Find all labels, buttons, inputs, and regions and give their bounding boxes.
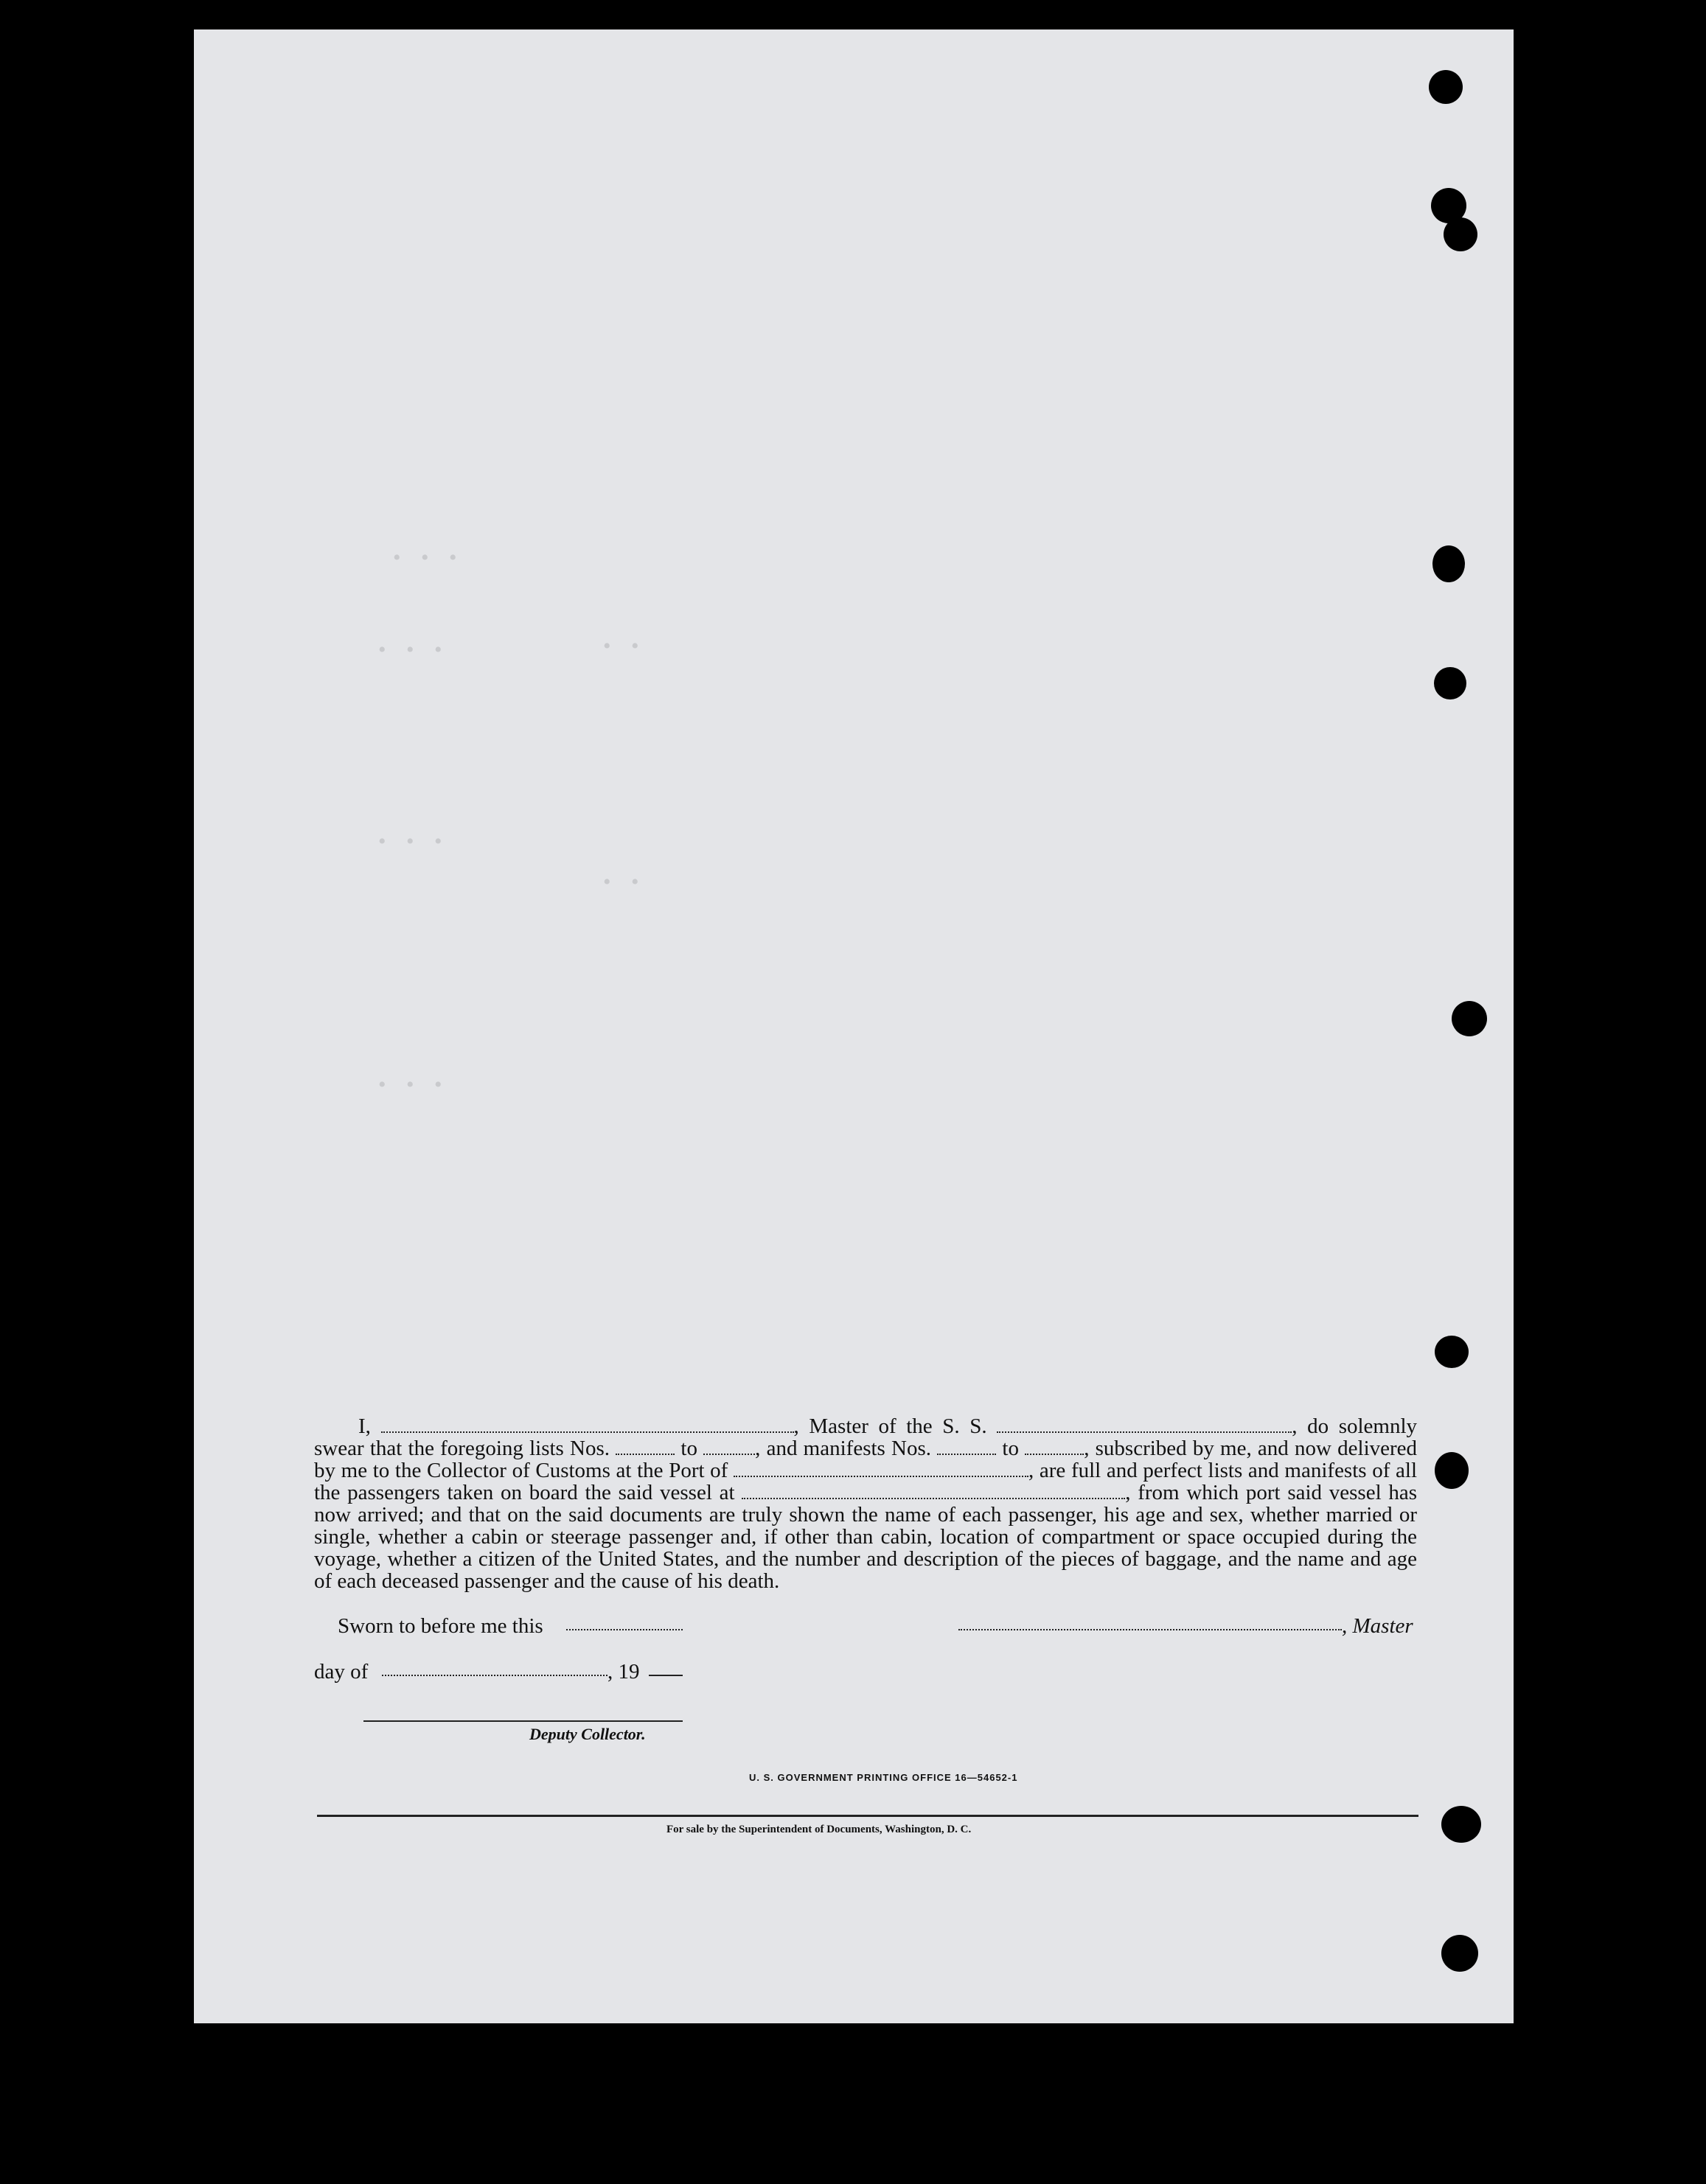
list-to-blank [703, 1440, 755, 1455]
manifest-from-blank [937, 1440, 996, 1455]
oath-text: I, [358, 1414, 371, 1438]
punch-hole [1444, 217, 1477, 251]
punch-hole [1434, 667, 1466, 699]
year-blank [649, 1675, 683, 1676]
departure-port-blank [742, 1485, 1125, 1499]
month-blank [382, 1675, 607, 1676]
punch-hole [1435, 1452, 1469, 1489]
oath-text: , subscribed by me, and now delivered by me to the Collector of Customs at the Port of [314, 1437, 1418, 1482]
bleed-through-mark: • • [603, 634, 647, 658]
punch-hole [1435, 1336, 1469, 1368]
day-of-label: day of [314, 1660, 369, 1684]
oath-text: , do solemnly swear that the foregoing lists Nos. [314, 1414, 1418, 1460]
deputy-signature-line [363, 1720, 683, 1722]
printer-imprint: U. S. GOVERNMENT PRINTING OFFICE 16—54652-1 [749, 1772, 1018, 1783]
bleed-through-mark: • • • [393, 545, 464, 570]
master-signature-blank [958, 1629, 1342, 1630]
punch-hole [1441, 1935, 1478, 1972]
oath-text: to [1002, 1437, 1019, 1460]
bleed-through-mark: • • • [378, 638, 450, 662]
port-blank [734, 1462, 1028, 1477]
sworn-label: Sworn to before me this [338, 1614, 543, 1638]
sale-notice: For sale by the Superintendent of Documents, Washington, D. C. [666, 1824, 972, 1835]
oath-paragraph [314, 1415, 1417, 1592]
sworn-date-blank [566, 1629, 683, 1630]
deputy-collector-label: Deputy Collector. [529, 1725, 646, 1743]
bleed-through-mark: • • • [378, 829, 450, 854]
manifest-to-blank [1025, 1440, 1084, 1455]
punch-hole [1441, 1806, 1481, 1843]
punch-hole [1429, 70, 1463, 104]
oath-text: , Master of the S. S. [793, 1414, 987, 1438]
bleed-through-mark: • • [603, 870, 647, 894]
footer-rule [317, 1815, 1418, 1817]
punch-hole [1432, 545, 1465, 582]
year-label: , 19 [607, 1660, 640, 1684]
bleed-through-mark: • • • [378, 1072, 450, 1097]
punch-hole [1452, 1001, 1487, 1036]
oath-text: , are full and perfect lists and manifests of all the passengers taken on board the said vessel at [314, 1459, 1418, 1504]
oath-text: , from which port said vessel has now arrived; and that on the said documents are truly shown the name of each passenger, his age and sex, whether married or single, whether a cabin or steerage passenger and, if other than cabin, location of compartment or space occupied during the voyage, whether a citizen of the United States, and the number and description of the pieces of baggage, and the name and age of each deceased passenger and the cause of his death. [314, 1481, 1417, 1593]
master-label: , Master [1342, 1614, 1413, 1638]
document-page [194, 29, 1514, 2023]
master-name-blank [381, 1418, 794, 1433]
list-from-blank [616, 1440, 675, 1455]
oath-text: , and manifests Nos. [755, 1437, 932, 1460]
oath-text: to [680, 1437, 697, 1460]
vessel-name-blank [997, 1418, 1292, 1433]
